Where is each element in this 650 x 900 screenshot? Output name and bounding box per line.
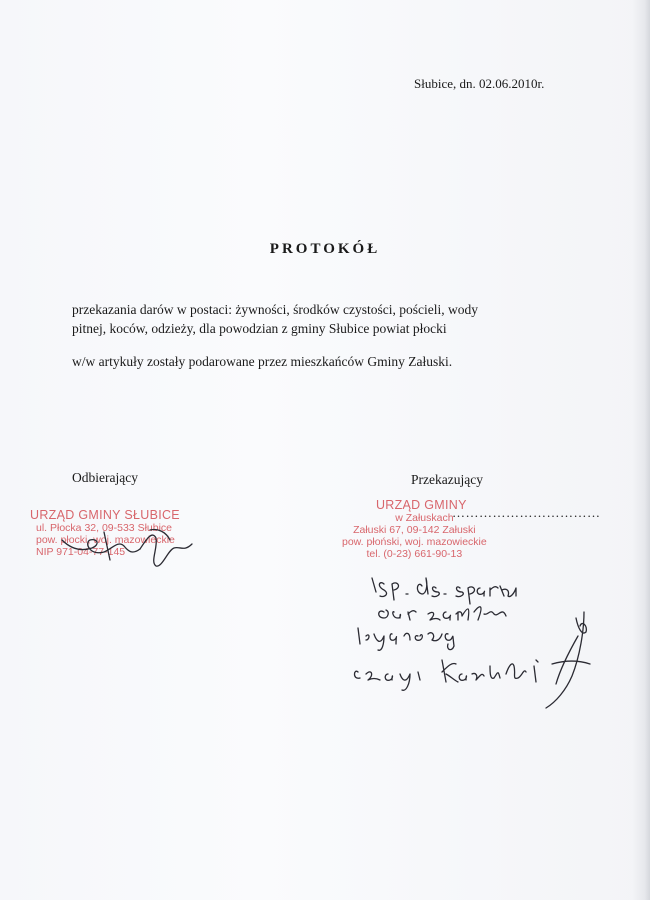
stamp-slubice-line-3: pow. płocki, woj. mazowieckie [36, 534, 175, 546]
stamp-slubice-line-1: URZĄD GMINY SŁUBICE [30, 508, 180, 522]
giver-label: Przekazujący [411, 472, 483, 487]
stamp-slubice [30, 508, 180, 558]
stamp-slubice-line-4: NIP 971-04-77-145 [36, 546, 126, 558]
stamp-zaluski [342, 498, 487, 560]
stamp-zaluski-line-1: URZĄD GMINY [375, 498, 467, 512]
stamp-zaluski-line-2: w Załuskach [395, 512, 454, 524]
paragraph-2: w/w artykuły zostały podarowane przez mieszkańców Gminy Załuski. [72, 354, 453, 369]
stamp-zaluski-line-4: pow. płoński, woj. mazowieckie [342, 536, 487, 548]
receiver-label: Odbierający [72, 470, 138, 485]
stamp-slubice-line-2: ul. Płocka 32, 09-533 Słubice [36, 522, 173, 534]
giver-signature-line: …………………………… [452, 505, 601, 520]
paragraph-1-line-2: pitnej, koców, odzieży, dla powodzian z gminy Słubice powiat płocki [72, 321, 447, 336]
paragraph-1-line-1: przekazania darów w postaci: żywności, środków czystości, pościeli, wody [72, 302, 479, 317]
stamp-zaluski-line-3: Załuski 67, 09-142 Załuski [353, 524, 476, 536]
scan-edge-shadow [632, 0, 650, 900]
stamp-zaluski-line-5: tel. (0-23) 661-90-13 [366, 548, 463, 560]
place-date: Słubice, dn. 02.06.2010r. [414, 76, 545, 91]
document-title: PROTOKÓŁ [269, 241, 381, 257]
